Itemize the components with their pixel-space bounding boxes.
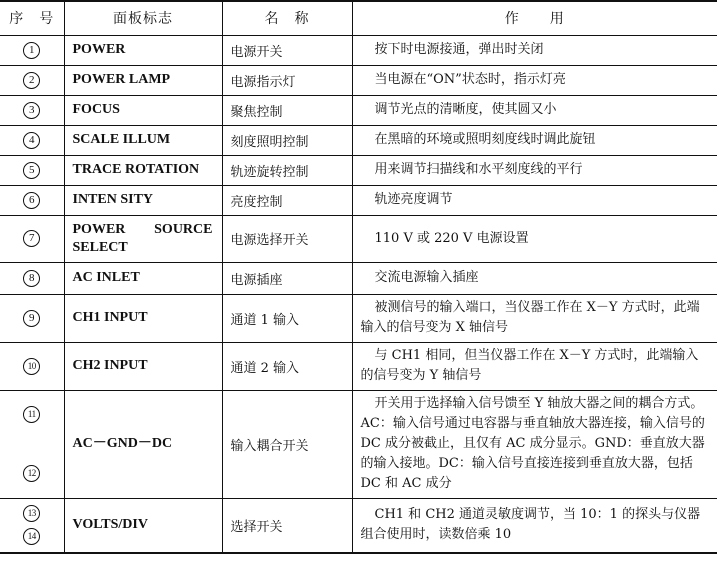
table-row [0, 65, 717, 95]
header-use: 作 用 [352, 1, 717, 35]
panel-label [64, 215, 222, 262]
header-name: 名 称 [222, 1, 352, 35]
table-row [0, 185, 717, 215]
control-description: 轨迹亮度调节 [352, 185, 717, 215]
control-name: 聚焦控制 [222, 95, 352, 125]
panel-label: AC－GND－DC [64, 390, 222, 498]
panel-label: POWER LAMP [64, 65, 222, 95]
panel-label-word: POWER [72, 221, 126, 237]
panel-label: SCALE ILLUM [64, 125, 222, 155]
row-number: 13 [23, 505, 40, 522]
row-number: 8 [23, 270, 40, 287]
control-description: 交流电源输入插座 [352, 262, 717, 294]
control-description: 调节光点的清晰度，使其圆又小 [352, 95, 717, 125]
header-row [0, 1, 717, 35]
header-num: 序 号 [0, 1, 64, 35]
control-description: 用来调节扫描线和水平刻度线的平行 [352, 155, 717, 185]
table-row [0, 498, 717, 553]
panel-label: VOLTS/DIV [64, 498, 222, 553]
panel-label: AC INLET [64, 262, 222, 294]
row-number: 1 [23, 42, 40, 59]
row-number: 9 [23, 310, 40, 327]
row-number: 3 [23, 102, 40, 119]
row-number: 12 [23, 465, 40, 482]
row-number: 5 [23, 162, 40, 179]
control-description: CH1 和 CH2 通道灵敏度调节，当 10：1 的探头与仪器组合使用时，读数倍乘 10 [352, 498, 717, 553]
table-row [0, 294, 717, 342]
control-description: 110 V 或 220 V 电源设置 [352, 215, 717, 262]
row-number: 4 [23, 132, 40, 149]
panel-label: POWER [64, 35, 222, 65]
row-number: 10 [23, 358, 40, 375]
control-description: 按下时电源接通，弹出时关闭 [352, 35, 717, 65]
panel-label-word: SOURCE [154, 221, 213, 237]
table-row [0, 342, 717, 390]
row-number: 14 [23, 528, 40, 545]
control-name: 通道 2 输入 [222, 342, 352, 390]
control-description: 开关用于选择输入信号馈至 Y 轴放大器之间的耦合方式。AC：输入信号通过电容器与垂直轴放大器连接，输入信号的 DC 成分被截止，且仅有 AC 成分显示。GND：垂直放大器的输入接地。DC：输入信号直接连接到垂直放大器，包括 DC 和 AC 成分 [352, 390, 717, 498]
panel-label: CH2 INPUT [64, 342, 222, 390]
control-description: 被测信号的输入端口，当仪器工作在 X－Y 方式时，此端输入的信号变为 X 轴信号 [352, 294, 717, 342]
panel-label: TRACE ROTATION [64, 155, 222, 185]
control-description: 当电源在“ON”状态时，指示灯亮 [352, 65, 717, 95]
row-number: 6 [23, 192, 40, 209]
control-description: 在黑暗的环境或照明刻度线时调此旋钮 [352, 125, 717, 155]
control-name: 选择开关 [222, 498, 352, 553]
table-row [0, 155, 717, 185]
table-row [0, 262, 717, 294]
control-name: 输入耦合开关 [222, 390, 352, 498]
table-row [0, 35, 717, 65]
control-name: 电源开关 [222, 35, 352, 65]
row-number: 7 [23, 230, 40, 247]
header-panel: 面板标志 [64, 1, 222, 35]
panel-label-line2: SELECT [72, 239, 128, 255]
row-number: 11 [23, 406, 40, 423]
row-number: 2 [23, 72, 40, 89]
table-row [0, 95, 717, 125]
panel-label: CH1 INPUT [64, 294, 222, 342]
panel-label: FOCUS [64, 95, 222, 125]
control-name: 刻度照明控制 [222, 125, 352, 155]
control-name: 电源指示灯 [222, 65, 352, 95]
table-row [0, 125, 717, 155]
table-row [0, 215, 717, 262]
control-name: 通道 1 输入 [222, 294, 352, 342]
control-name: 轨迹旋转控制 [222, 155, 352, 185]
control-name: 电源选择开关 [222, 215, 352, 262]
table-row [0, 390, 717, 498]
panel-label: INTEN SITY [64, 185, 222, 215]
control-description: 与 CH1 相同，但当仪器工作在 X－Y 方式时，此端输入的信号变为 Y 轴信号 [352, 342, 717, 390]
control-name: 亮度控制 [222, 185, 352, 215]
control-name: 电源插座 [222, 262, 352, 294]
